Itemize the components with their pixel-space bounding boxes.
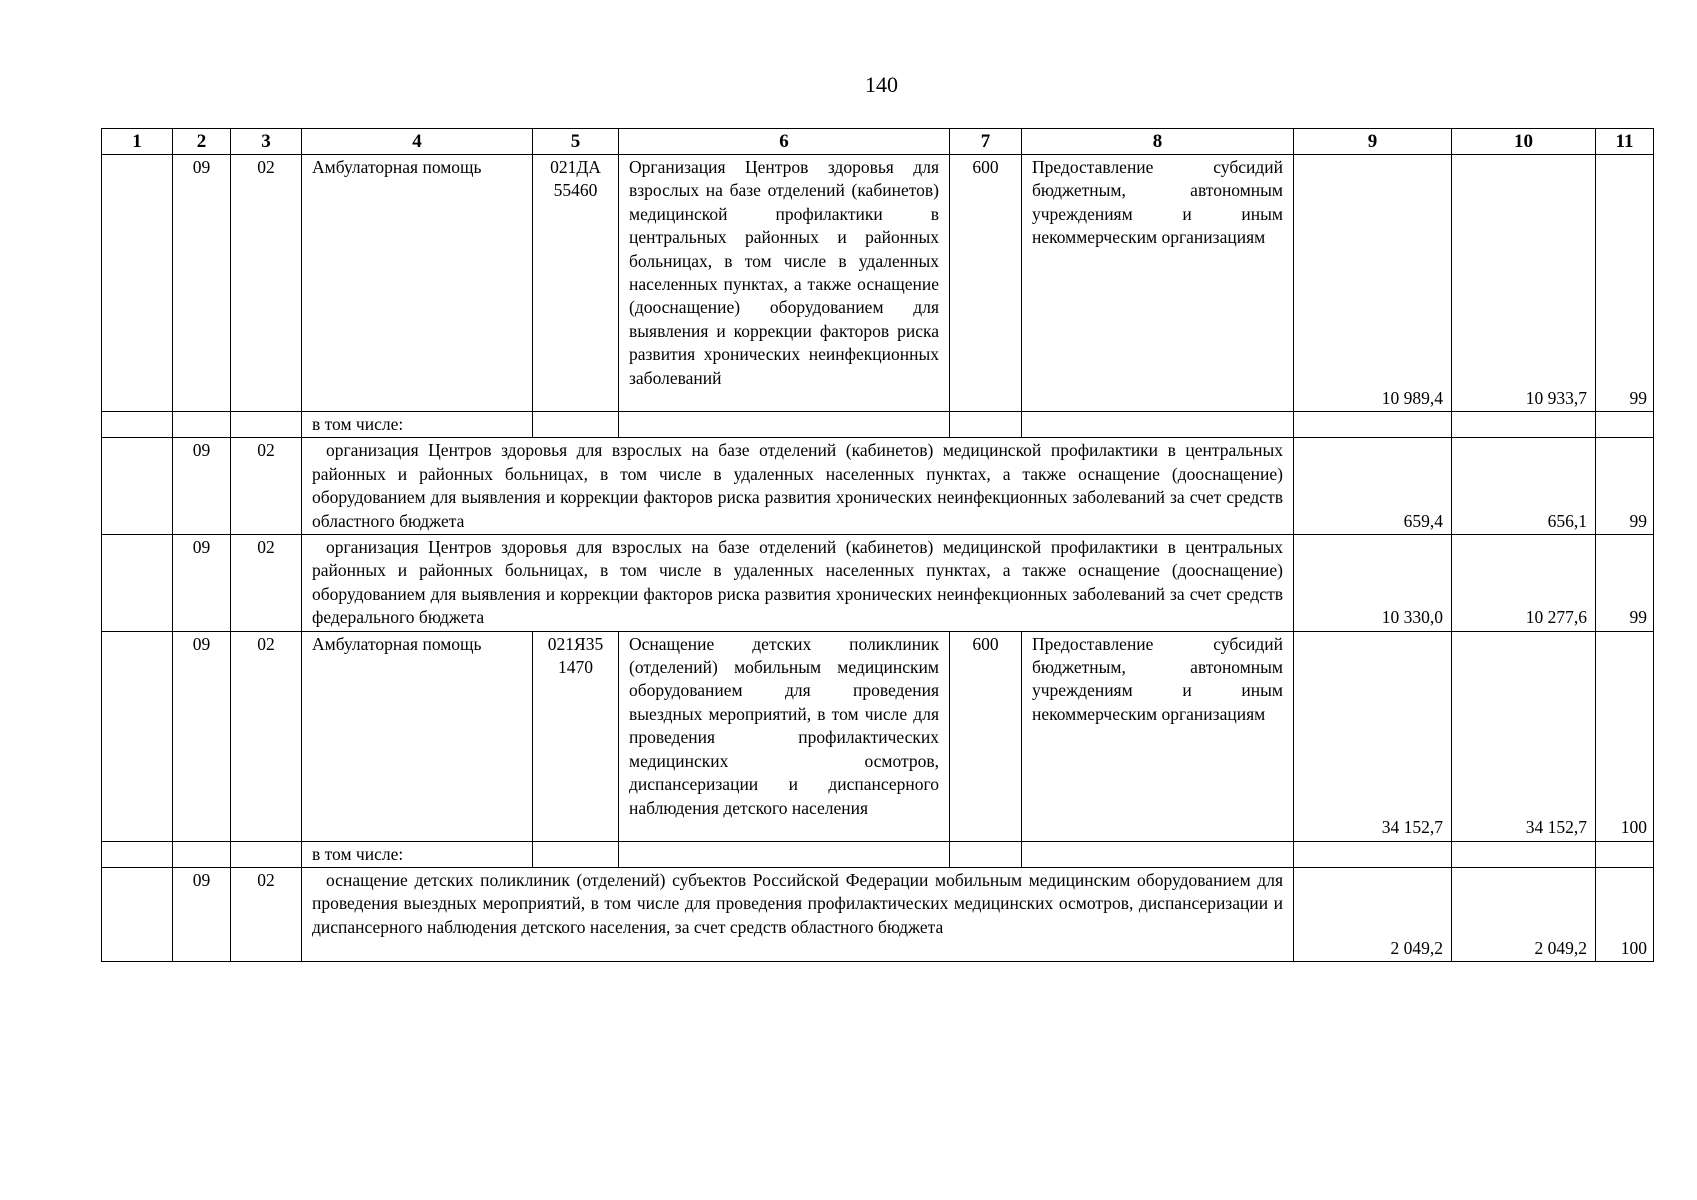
empty-cell — [102, 438, 173, 535]
column-header-3: 3 — [231, 129, 302, 155]
column-header-11: 11 — [1596, 129, 1654, 155]
cell-subdivision: 02 — [231, 155, 302, 412]
empty-cell — [102, 841, 173, 867]
target-code-line-1: 021Я35 — [547, 633, 604, 654]
empty-cell — [950, 841, 1022, 867]
cell-division: 09 — [173, 438, 231, 535]
cell-detail-description: оснащение детских поликлиник (отделений) субъектов Российской Федерации мобильным медицинским оборудованием для проведения выездных мероприятий, в том числе для проведения профилактических медицинских осмотров, диспансеризации и диспансерного наблюдения детского населения, за счет средств областного бюджета — [302, 868, 1294, 962]
empty-cell — [102, 535, 173, 632]
cell-target-name: Организация Центров здоровья для взрослых на базе отделений (кабинетов) медицинской профилактики в центральных районных и районных больницах, в том числе в удаленных населенных пунктах, а также оснащение (дооснащение) оборудованием для выявления и коррекции факторов риска развития хронических неинфекционных заболеваний — [619, 155, 950, 412]
cell-actual-amount: 656,1 — [1452, 438, 1596, 535]
empty-cell — [1596, 412, 1654, 438]
column-header-9: 9 — [1294, 129, 1452, 155]
table-row — [102, 155, 1654, 412]
empty-cell — [619, 841, 950, 867]
cell-percent: 100 — [1596, 631, 1654, 841]
column-header-7: 7 — [950, 129, 1022, 155]
table-row — [102, 868, 1654, 962]
cell-name: Амбулаторная помощь — [302, 631, 533, 841]
empty-cell — [619, 412, 950, 438]
empty-cell — [173, 841, 231, 867]
cell-actual-amount: 34 152,7 — [1452, 631, 1596, 841]
empty-cell — [533, 412, 619, 438]
empty-cell — [231, 841, 302, 867]
cell-detail-description: организация Центров здоровья для взрослых на базе отделений (кабинетов) медицинской профилактики в центральных районных и районных больницах, в том числе в удаленных населенных пунктах, а также оснащение (дооснащение) оборудованием для выявления и коррекции факторов риска развития хронических неинфекционных заболеваний за счет средств федерального бюджета — [302, 535, 1294, 632]
empty-cell — [1294, 841, 1452, 867]
table-row — [102, 535, 1654, 632]
empty-cell — [1022, 412, 1294, 438]
cell-subdivision: 02 — [231, 438, 302, 535]
cell-planned-amount: 34 152,7 — [1294, 631, 1452, 841]
cell-including-label: в том числе: — [302, 841, 533, 867]
empty-cell — [1452, 841, 1596, 867]
cell-section — [102, 631, 173, 841]
cell-planned-amount: 10 330,0 — [1294, 535, 1452, 632]
cell-target-name: Оснащение детских поликлиник (отделений) мобильным медицинским оборудованием для проведения выездных мероприятий, в том числе для проведения профилактических медицинских осмотров, диспансеризации и диспансерного наблюдения детского населения — [619, 631, 950, 841]
table-row — [102, 841, 1654, 867]
cell-percent: 99 — [1596, 438, 1654, 535]
cell-expense-code: 600 — [950, 631, 1022, 841]
cell-expense-name: Предоставление субсидий бюджетным, автономным учреждениям и иным некоммерческим организациям — [1022, 631, 1294, 841]
cell-expense-code: 600 — [950, 155, 1022, 412]
cell-actual-amount: 2 049,2 — [1452, 868, 1596, 962]
cell-percent: 99 — [1596, 535, 1654, 632]
cell-section — [102, 155, 173, 412]
cell-including-label: в том числе: — [302, 412, 533, 438]
empty-cell — [173, 412, 231, 438]
target-code-line-1: 021ДА — [550, 157, 601, 177]
cell-subdivision: 02 — [231, 535, 302, 632]
cell-subdivision: 02 — [231, 868, 302, 962]
cell-division: 09 — [173, 155, 231, 412]
target-code-line-2: 55460 — [553, 180, 598, 201]
table-row — [102, 412, 1654, 438]
cell-actual-amount: 10 277,6 — [1452, 535, 1596, 632]
empty-cell — [1022, 841, 1294, 867]
empty-cell — [231, 412, 302, 438]
page-number: 140 — [865, 72, 898, 97]
empty-cell — [102, 868, 173, 962]
cell-percent: 99 — [1596, 155, 1654, 412]
header-row — [102, 129, 1654, 155]
cell-planned-amount: 10 989,4 — [1294, 155, 1452, 412]
column-header-4: 4 — [302, 129, 533, 155]
column-header-5: 5 — [533, 129, 619, 155]
empty-cell — [1596, 841, 1654, 867]
cell-expense-name: Предоставление субсидий бюджетным, автономным учреждениям и иным некоммерческим организациям — [1022, 155, 1294, 412]
cell-division: 09 — [173, 868, 231, 962]
budget-table — [101, 128, 1654, 962]
cell-subdivision: 02 — [231, 631, 302, 841]
empty-cell — [102, 412, 173, 438]
empty-cell — [1452, 412, 1596, 438]
cell-planned-amount: 659,4 — [1294, 438, 1452, 535]
table-row — [102, 631, 1654, 841]
cell-percent: 100 — [1596, 868, 1654, 962]
empty-cell — [533, 841, 619, 867]
cell-detail-description: организация Центров здоровья для взрослых на базе отделений (кабинетов) медицинской профилактики в центральных районных и районных больницах, в том числе в удаленных населенных пунктах, а также оснащение (дооснащение) оборудованием для выявления и коррекции факторов риска развития хронических неинфекционных заболеваний за счет средств областного бюджета — [302, 438, 1294, 535]
cell-planned-amount: 2 049,2 — [1294, 868, 1452, 962]
empty-cell — [950, 412, 1022, 438]
column-header-6: 6 — [619, 129, 950, 155]
cell-name: Амбулаторная помощь — [302, 155, 533, 412]
cell-target-code — [533, 631, 619, 841]
table-row — [102, 438, 1654, 535]
column-header-2: 2 — [173, 129, 231, 155]
cell-target-code — [533, 155, 619, 412]
cell-division: 09 — [173, 631, 231, 841]
column-header-8: 8 — [1022, 129, 1294, 155]
cell-actual-amount: 10 933,7 — [1452, 155, 1596, 412]
column-header-1: 1 — [102, 129, 173, 155]
cell-division: 09 — [173, 535, 231, 632]
column-header-10: 10 — [1452, 129, 1596, 155]
empty-cell — [1294, 412, 1452, 438]
target-code-line-2: 1470 — [558, 657, 593, 678]
